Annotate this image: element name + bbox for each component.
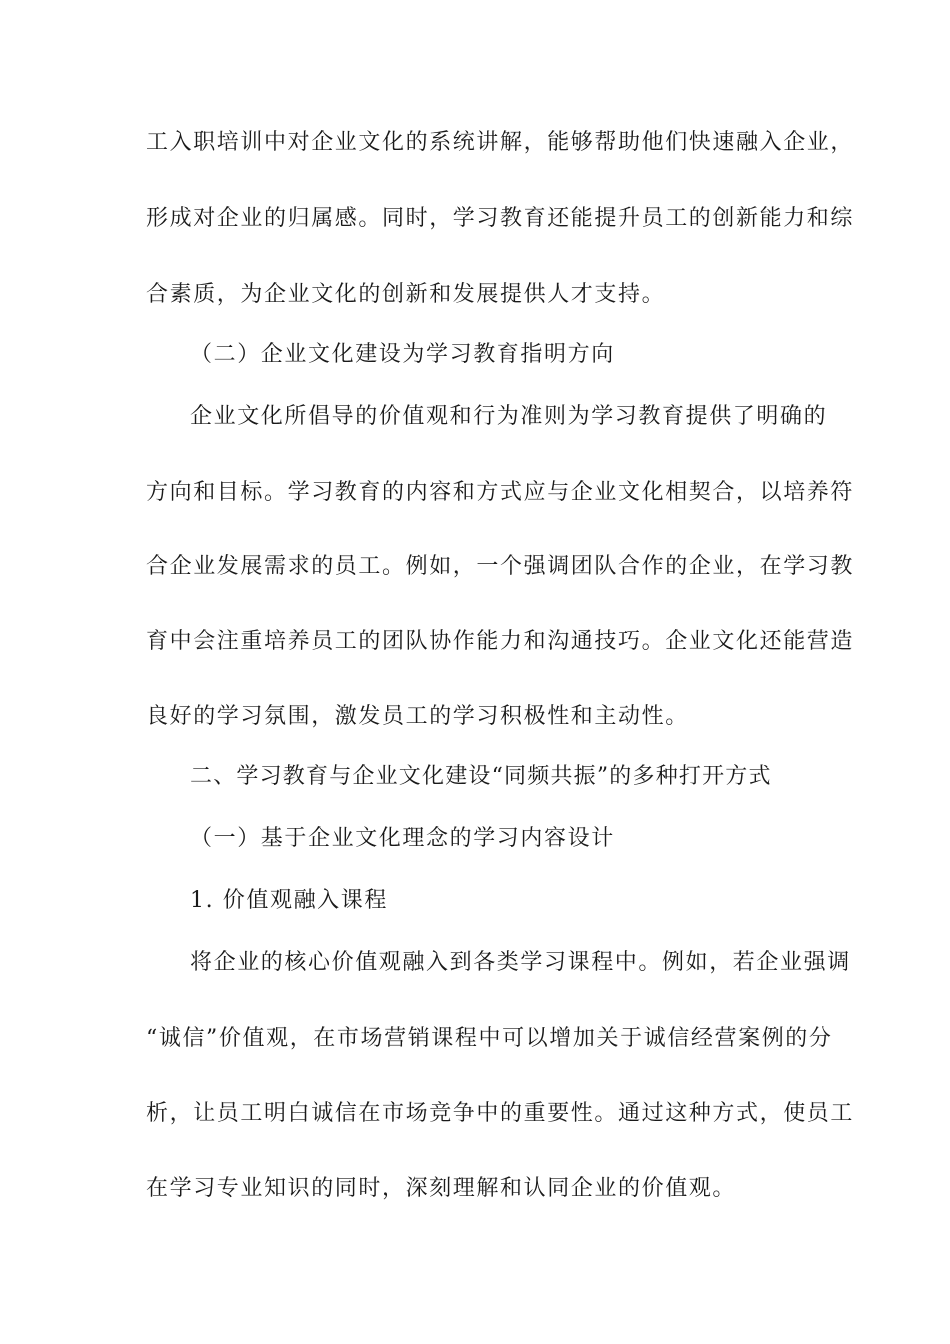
paragraph-line: 方向和目标。学习教育的内容和方式应与企业文化相契合，以培养符	[146, 480, 855, 505]
paragraph-line: 合企业发展需求的员工。例如，一个强调团队合作的企业，在学习教	[146, 554, 855, 579]
paragraph-line: 良好的学习氛围，激发员工的学习积极性和主动性。	[146, 704, 689, 729]
section-heading: （二）企业文化建设为学习教育指明方向	[190, 342, 615, 367]
paragraph-line: 在学习专业知识的同时，深刻理解和认同企业的价值观。	[146, 1176, 737, 1201]
paragraph-line: 育中会注重培养员工的团队协作能力和沟通技巧。企业文化还能营造	[146, 629, 855, 654]
paragraph-line: 将企业的核心价值观融入到各类学习课程中。例如，若企业强调	[190, 950, 851, 975]
subsection-heading: 1. 价值观融入课程	[190, 888, 388, 913]
chapter-heading: 二、学习教育与企业文化建设“同频共振”的多种打开方式	[190, 764, 772, 789]
paragraph-line: “诚信”价值观，在市场营销课程中可以增加关于诚信经营案例的分	[146, 1026, 833, 1051]
paragraph-line: 企业文化所倡导的价值观和行为准则为学习教育提供了明确的	[190, 404, 828, 429]
paragraph-line: 形成对企业的归属感。同时，学习教育还能提升员工的创新能力和综	[146, 206, 855, 231]
paragraph-line: 工入职培训中对企业文化的系统讲解，能够帮助他们快速融入企业，	[146, 130, 855, 155]
paragraph-line: 析，让员工明白诚信在市场竞争中的重要性。通过这种方式，使员工	[146, 1101, 855, 1126]
paragraph-line: 合素质，为企业文化的创新和发展提供人才支持。	[146, 282, 666, 307]
section-heading: （一）基于企业文化理念的学习内容设计	[190, 826, 615, 851]
